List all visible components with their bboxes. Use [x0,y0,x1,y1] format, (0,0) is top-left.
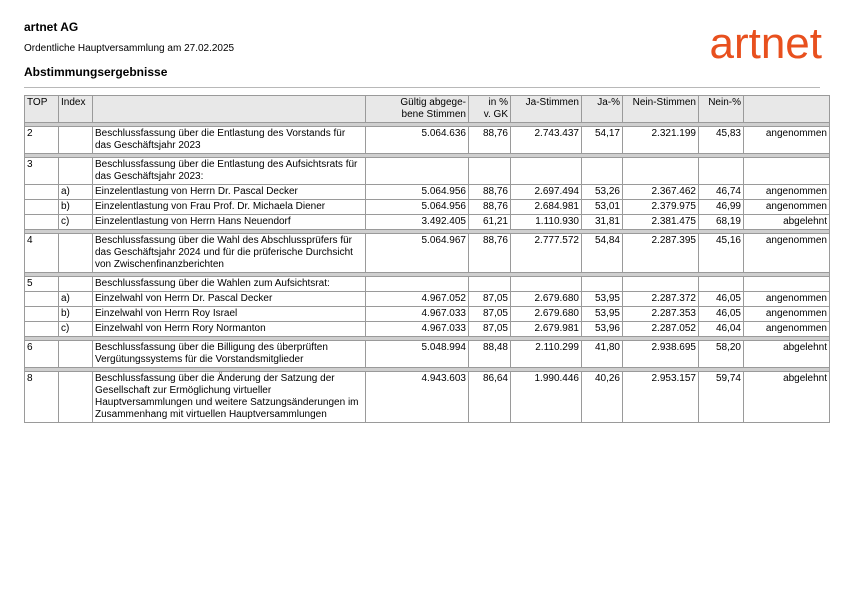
cell-result: angenommen [744,127,830,154]
cell-yes-percent: 31,81 [582,215,623,230]
cell-top: 4 [25,234,59,273]
cell-percent-capital: 88,76 [469,185,511,200]
cell-result: angenommen [744,234,830,273]
cell-index: b) [59,307,93,322]
cell-top [25,185,59,200]
cell-top [25,215,59,230]
col-header-description [93,96,366,123]
cell-yes-votes: 2.110.299 [511,341,582,368]
cell-index [59,341,93,368]
cell-yes-percent [582,158,623,185]
cell-yes-percent: 53,26 [582,185,623,200]
cell-yes-votes: 1.110.930 [511,215,582,230]
cell-percent-capital: 88,76 [469,234,511,273]
col-header-percent-capital [469,96,511,123]
cell-description: Beschlussfassung über die Billigung des überprüften Vergütungssystems für die Vorstandsmitglieder [93,341,366,368]
col-header-no-votes: Nein-Stimmen [623,96,699,123]
cell-percent-capital: 88,48 [469,341,511,368]
cell-percent-capital [469,277,511,292]
cell-result: angenommen [744,322,830,337]
cell-description: Einzelentlastung von Herrn Dr. Pascal Decker [93,185,366,200]
cell-valid-votes [366,277,469,292]
cell-yes-percent: 53,01 [582,200,623,215]
cell-no-percent: 46,04 [699,322,744,337]
cell-yes-votes [511,158,582,185]
cell-valid-votes: 3.492.405 [366,215,469,230]
cell-no-votes: 2.321.199 [623,127,699,154]
cell-yes-votes: 2.679.680 [511,307,582,322]
table-row [25,200,830,215]
cell-result: abgelehnt [744,215,830,230]
col-header-valid-line2: bene Stimmen [401,109,466,120]
cell-result: angenommen [744,200,830,215]
company-name: artnet AG [24,20,79,34]
cell-top [25,200,59,215]
cell-yes-percent: 54,84 [582,234,623,273]
cell-index [59,277,93,292]
cell-no-votes: 2.367.462 [623,185,699,200]
cell-index: b) [59,200,93,215]
cell-percent-capital: 87,05 [469,292,511,307]
cell-valid-votes: 5.064.967 [366,234,469,273]
col-header-valid-line1: Gültig abgege- [400,97,466,108]
cell-yes-percent: 53,95 [582,307,623,322]
cell-valid-votes: 5.064.636 [366,127,469,154]
table-row [25,322,830,337]
cell-no-percent: 59,74 [699,372,744,423]
cell-top [25,322,59,337]
cell-description: Beschlussfassung über die Änderung der Satzung der Gesellschaft zur Ermöglichung virtueller Hauptversammlungen und weitere Satzungsänderungen im Zusammenhang mit virtuellen Hauptversammlungen [93,372,366,423]
cell-index [59,127,93,154]
table-row [25,307,830,322]
cell-description: Beschlussfassung über die Wahlen zum Aufsichtsrat: [93,277,366,292]
cell-percent-capital: 87,05 [469,307,511,322]
artnet-logo: artnet [709,19,822,68]
cell-yes-votes: 2.777.572 [511,234,582,273]
cell-no-votes: 2.287.372 [623,292,699,307]
cell-no-percent: 46,74 [699,185,744,200]
cell-yes-percent: 41,80 [582,341,623,368]
cell-description: Beschlussfassung über die Wahl des Abschlussprüfers für das Geschäftsjahr 2024 und für die prüferische Durchsicht von Zwischenfinanzberichten [93,234,366,273]
table-row [25,277,830,292]
cell-result: abgelehnt [744,341,830,368]
cell-no-votes: 2.953.157 [623,372,699,423]
table-row [25,185,830,200]
cell-top: 8 [25,372,59,423]
cell-no-votes [623,277,699,292]
table-row [25,292,830,307]
cell-top [25,307,59,322]
cell-no-percent [699,277,744,292]
cell-yes-percent: 53,96 [582,322,623,337]
cell-result [744,158,830,185]
cell-no-percent: 45,16 [699,234,744,273]
cell-no-percent: 46,05 [699,292,744,307]
table-row [25,372,830,423]
cell-no-percent: 46,05 [699,307,744,322]
cell-no-percent: 46,99 [699,200,744,215]
cell-index [59,234,93,273]
cell-result: angenommen [744,307,830,322]
cell-description: Beschlussfassung über die Entlastung des Aufsichtsrats für das Geschäftsjahr 2023: [93,158,366,185]
cell-valid-votes: 4.943.603 [366,372,469,423]
cell-description: Beschlussfassung über die Entlastung des Vorstands für das Geschäftsjahr 2023 [93,127,366,154]
col-header-pct-line2: v. GK [483,109,508,120]
cell-description: Einzelwahl von Herrn Roy Israel [93,307,366,322]
cell-no-percent: 45,83 [699,127,744,154]
voting-results-table [24,95,830,423]
cell-no-votes: 2.287.353 [623,307,699,322]
cell-yes-percent [582,277,623,292]
cell-yes-percent: 53,95 [582,292,623,307]
table-header-row [25,96,830,123]
table-row [25,234,830,273]
cell-no-votes [623,158,699,185]
cell-valid-votes: 5.064.956 [366,185,469,200]
header-divider [24,87,820,88]
cell-no-percent [699,158,744,185]
cell-result: abgelehnt [744,372,830,423]
cell-description: Einzelentlastung von Herrn Hans Neuendorf [93,215,366,230]
table-row [25,215,830,230]
cell-yes-votes: 2.684.981 [511,200,582,215]
cell-index [59,158,93,185]
cell-no-percent: 68,19 [699,215,744,230]
cell-no-votes: 2.379.975 [623,200,699,215]
cell-yes-percent: 40,26 [582,372,623,423]
col-header-yes-votes: Ja-Stimmen [511,96,582,123]
cell-percent-capital: 87,05 [469,322,511,337]
cell-no-votes: 2.938.695 [623,341,699,368]
cell-valid-votes: 4.967.052 [366,292,469,307]
col-header-yes-percent: Ja-% [582,96,623,123]
cell-yes-votes: 1.990.446 [511,372,582,423]
cell-result: angenommen [744,185,830,200]
col-header-no-percent: Nein-% [699,96,744,123]
table-row [25,158,830,185]
cell-index: c) [59,215,93,230]
cell-description: Einzelwahl von Herrn Dr. Pascal Decker [93,292,366,307]
cell-top: 6 [25,341,59,368]
cell-valid-votes: 5.048.994 [366,341,469,368]
cell-percent-capital: 88,76 [469,200,511,215]
cell-percent-capital: 86,64 [469,372,511,423]
cell-index [59,372,93,423]
cell-no-votes: 2.287.395 [623,234,699,273]
cell-yes-votes: 2.697.494 [511,185,582,200]
cell-index: a) [59,292,93,307]
cell-yes-votes: 2.743.437 [511,127,582,154]
cell-valid-votes [366,158,469,185]
col-header-index: Index [59,96,93,123]
cell-percent-capital [469,158,511,185]
col-header-result [744,96,830,123]
table-row [25,341,830,368]
cell-percent-capital: 88,76 [469,127,511,154]
cell-valid-votes: 4.967.033 [366,307,469,322]
cell-yes-percent: 54,17 [582,127,623,154]
table-row [25,127,830,154]
cell-no-votes: 2.381.475 [623,215,699,230]
cell-yes-votes [511,277,582,292]
cell-valid-votes: 4.967.033 [366,322,469,337]
col-header-top: TOP [25,96,59,123]
cell-no-percent: 58,20 [699,341,744,368]
cell-description: Einzelentlastung von Frau Prof. Dr. Michaela Diener [93,200,366,215]
cell-no-votes: 2.287.052 [623,322,699,337]
cell-top: 3 [25,158,59,185]
cell-yes-votes: 2.679.981 [511,322,582,337]
cell-top: 2 [25,127,59,154]
page-title: Abstimmungsergebnisse [24,65,168,79]
cell-index: c) [59,322,93,337]
col-header-valid-votes [366,96,469,123]
col-header-pct-line1: in % [488,97,508,108]
cell-top: 5 [25,277,59,292]
cell-description: Einzelwahl von Herrn Rory Normanton [93,322,366,337]
cell-index: a) [59,185,93,200]
cell-yes-votes: 2.679.680 [511,292,582,307]
cell-percent-capital: 61,21 [469,215,511,230]
meeting-subtitle: Ordentliche Hauptversammlung am 27.02.2025 [24,43,235,54]
cell-top [25,292,59,307]
cell-result [744,277,830,292]
cell-valid-votes: 5.064.956 [366,200,469,215]
cell-result: angenommen [744,292,830,307]
